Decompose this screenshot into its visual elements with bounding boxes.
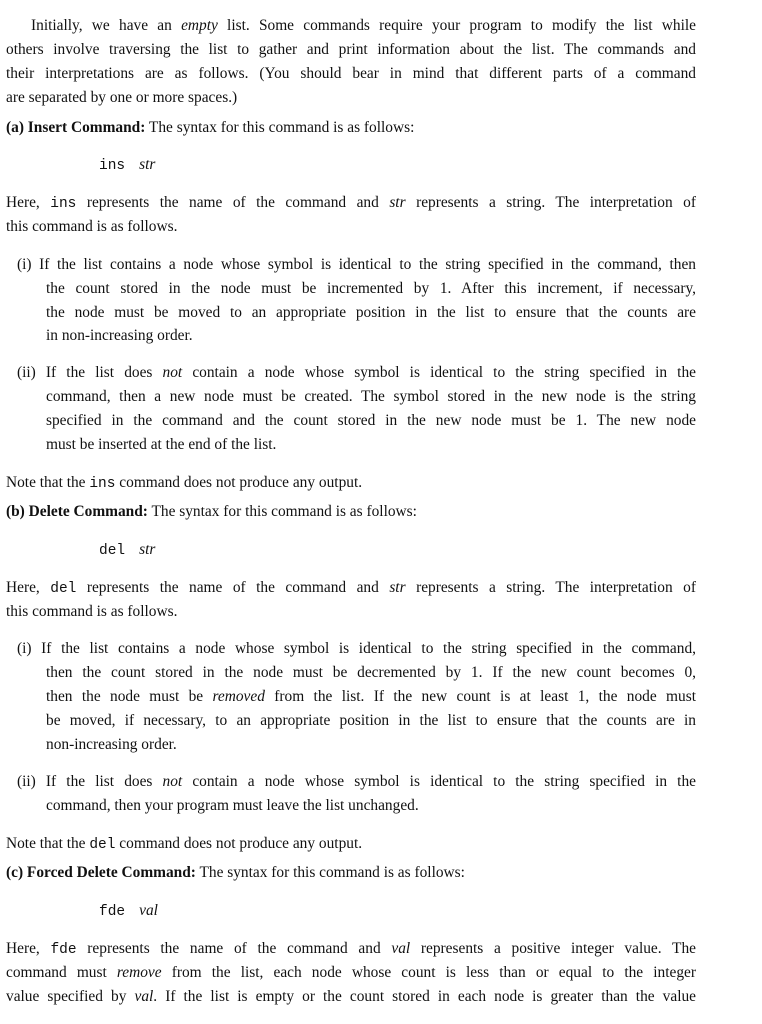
forced-here-line-2: command must remove from the list, each node whose count is less than or equal to the integer	[6, 964, 696, 981]
insert-i-line-4: in non-increasing order.	[46, 327, 193, 344]
insert-heading: (a) Insert Command: The syntax for this command is as follows:	[6, 119, 415, 136]
intro-line-2: others involve traversing the list to gather and print information about the list. The commands and	[6, 41, 696, 58]
forced-here-line-1: Here, fde represents the name of the command and val represents a positive integer value. The	[6, 940, 696, 958]
insert-here-line-1: Here, ins represents the name of the command and str represents a string. The interpretation of	[6, 194, 696, 212]
delete-i-line-4: be moved, if necessary, to an appropriate position in the list to ensure that the counts are in	[46, 712, 696, 729]
insert-ii-line-2: command, then a new node must be created. The symbol stored in the new node is the string	[46, 388, 696, 405]
insert-here-line-2: this command is as follows.	[6, 218, 178, 235]
insert-syntax: ins str	[99, 156, 156, 174]
delete-note: Note that the del command does not produce any output.	[6, 835, 363, 853]
delete-here-line-1: Here, del represents the name of the command and str represents a string. The interpretation of	[6, 579, 696, 597]
forced-syntax: fde val	[99, 902, 158, 920]
delete-syntax: del str	[99, 541, 156, 559]
delete-i-line-5: non-increasing order.	[46, 736, 177, 753]
delete-ii-line-2: command, then your program must leave the list unchanged.	[46, 797, 419, 814]
delete-ii-line-1: (ii) If the list does not contain a node whose symbol is identical to the string specified in the	[17, 773, 696, 790]
forced-here-line-3: value specified by val. If the list is empty or the count stored in each node is greater than the value	[6, 988, 696, 1005]
insert-ii-line-1: (ii) If the list does not contain a node whose symbol is identical to the string specified in the	[17, 364, 696, 381]
insert-ii-line-4: must be inserted at the end of the list.	[46, 436, 277, 453]
insert-ii-line-3: specified in the command and the count stored in the new node must be 1. The new node	[46, 412, 696, 429]
insert-i-line-1: (i) If the list contains a node whose symbol is identical to the string specified in the command, then	[17, 256, 696, 273]
intro-line-3: their interpretations are as follows. (You should bear in mind that different parts of a command	[6, 65, 696, 82]
insert-note: Note that the ins command does not produce any output.	[6, 474, 363, 492]
forced-heading: (c) Forced Delete Command: The syntax for this command is as follows:	[6, 864, 465, 881]
delete-heading: (b) Delete Command: The syntax for this command is as follows:	[6, 503, 417, 520]
intro-line-1: Initially, we have an empty list. Some commands require your program to modify the list while	[31, 17, 696, 34]
intro-line-4: are separated by one or more spaces.)	[6, 89, 238, 106]
delete-i-line-1: (i) If the list contains a node whose symbol is identical to the string specified in the command,	[17, 640, 696, 657]
insert-i-line-2: the count stored in the node must be incremented by 1. After this increment, if necessary,	[46, 280, 696, 297]
delete-i-line-3: then the node must be removed from the list. If the new count is at least 1, the node must	[46, 688, 696, 705]
insert-i-line-3: the node must be moved to an appropriate position in the list to ensure that the counts are	[46, 304, 696, 321]
delete-here-line-2: this command is as follows.	[6, 603, 178, 620]
delete-i-line-2: then the count stored in the node must be decremented by 1. If the new count becomes 0,	[46, 664, 696, 681]
